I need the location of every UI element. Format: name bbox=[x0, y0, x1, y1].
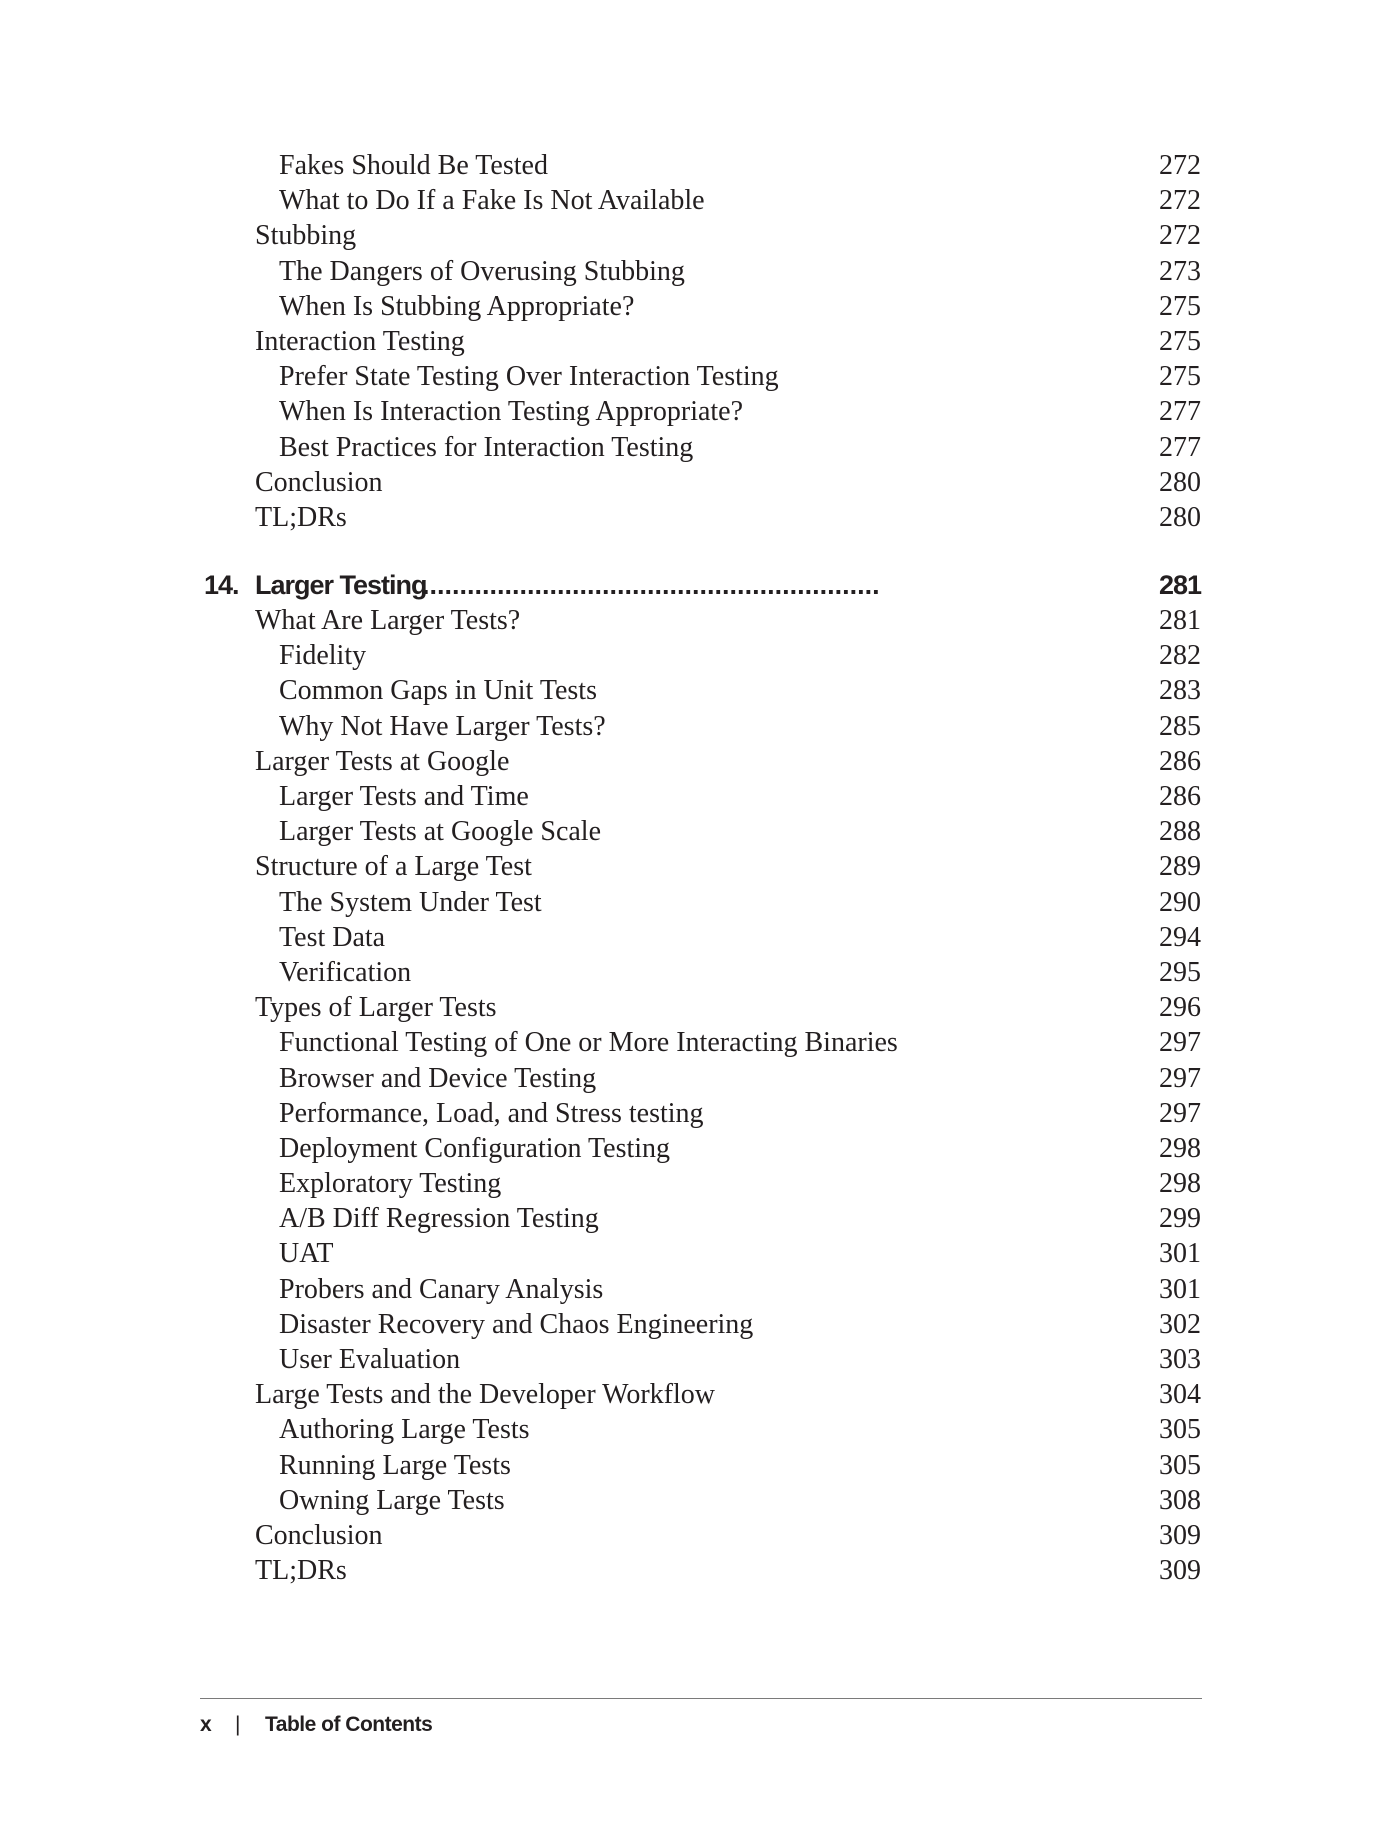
toc-entry-title: TL;DRs bbox=[255, 501, 347, 533]
toc-entry-page-number: 297 bbox=[1159, 1097, 1201, 1129]
toc-entry-page-number: 294 bbox=[1159, 921, 1201, 953]
toc-entry-title: Running Large Tests bbox=[279, 1449, 511, 1481]
toc-entry-page-number: 305 bbox=[1159, 1414, 1201, 1446]
toc-entry-title: Conclusion bbox=[255, 466, 383, 498]
running-head: Table of Contents bbox=[265, 1713, 433, 1736]
toc-subsection-entry[interactable] bbox=[200, 148, 1201, 183]
toc-section-entry[interactable] bbox=[200, 744, 1201, 779]
toc-section-entry[interactable] bbox=[200, 500, 1201, 535]
toc-entry-page-number: 303 bbox=[1159, 1344, 1201, 1375]
toc-entry-title: Deployment Configuration Testing bbox=[279, 1132, 671, 1164]
toc-entry-title: Functional Testing of One or More Interacting Binaries bbox=[279, 1027, 898, 1059]
toc-entry-page-number: 272 bbox=[1159, 185, 1201, 217]
chapter-heading[interactable] bbox=[200, 565, 1201, 605]
toc-entry-page-number: 301 bbox=[1159, 1273, 1201, 1305]
toc-section-entry[interactable] bbox=[200, 849, 1201, 884]
toc-subsection-entry[interactable] bbox=[200, 183, 1201, 218]
toc-subsection-entry[interactable] bbox=[200, 638, 1201, 673]
toc-entry-page-number: 290 bbox=[1159, 886, 1201, 918]
toc-entry-title: Larger Tests at Google bbox=[255, 745, 510, 777]
toc-subsection-entry[interactable] bbox=[200, 1131, 1201, 1166]
toc-entry-page-number: 272 bbox=[1159, 150, 1201, 181]
toc-subsection-entry[interactable] bbox=[200, 1412, 1201, 1447]
toc-entry-title: Best Practices for Interaction Testing bbox=[279, 431, 694, 463]
toc-entry-page-number: 272 bbox=[1159, 220, 1201, 252]
toc-entries-after bbox=[200, 603, 1201, 1588]
toc-entry-title: Common Gaps in Unit Tests bbox=[279, 675, 597, 707]
toc-entry-title: TL;DRs bbox=[255, 1555, 347, 1587]
toc-entry-title: Stubbing bbox=[255, 220, 357, 252]
toc-entry-title: What Are Larger Tests? bbox=[255, 605, 521, 637]
toc-section-entry[interactable] bbox=[200, 1518, 1201, 1553]
toc-entry-title: Browser and Device Testing bbox=[279, 1062, 597, 1094]
toc-subsection-entry[interactable] bbox=[200, 1025, 1201, 1060]
toc-entry-page-number: 302 bbox=[1159, 1308, 1201, 1340]
toc-entry-title: Test Data bbox=[279, 921, 386, 953]
toc-entry-title: When Is Stubbing Appropriate? bbox=[279, 290, 635, 322]
toc-section-entry[interactable] bbox=[200, 1377, 1201, 1412]
toc-entry-page-number: 273 bbox=[1159, 255, 1201, 287]
toc-subsection-entry[interactable] bbox=[200, 1272, 1201, 1307]
toc-subsection-entry[interactable] bbox=[200, 920, 1201, 955]
chapter-title: Larger Testing bbox=[255, 570, 427, 601]
toc-entry-title: The System Under Test bbox=[279, 886, 542, 918]
toc-entry-page-number: 283 bbox=[1159, 675, 1201, 707]
toc-section-entry[interactable] bbox=[200, 603, 1201, 638]
toc-entry-title: Fidelity bbox=[279, 640, 367, 672]
toc-entry-page-number: 286 bbox=[1159, 745, 1201, 777]
chapter-page-number: 281 bbox=[1158, 570, 1201, 601]
toc-entry-title: Performance, Load, and Stress testing bbox=[279, 1097, 704, 1129]
toc-entry-page-number: 297 bbox=[1159, 1027, 1201, 1059]
toc-entries-before bbox=[200, 148, 1201, 535]
toc-entry-page-number: 308 bbox=[1159, 1484, 1201, 1516]
toc-entry-title: Prefer State Testing Over Interaction Testing bbox=[279, 361, 779, 393]
toc-entry-title: Structure of a Large Test bbox=[255, 851, 532, 883]
toc-entry-page-number: 280 bbox=[1159, 466, 1201, 498]
toc-section-entry[interactable] bbox=[200, 1553, 1201, 1588]
toc-section-entry[interactable] bbox=[200, 324, 1201, 359]
toc-subsection-entry[interactable] bbox=[200, 359, 1201, 394]
toc-subsection-entry[interactable] bbox=[200, 1448, 1201, 1483]
toc-subsection-entry[interactable] bbox=[200, 673, 1201, 708]
page-folio: x bbox=[200, 1713, 212, 1736]
toc-entry-page-number: 288 bbox=[1159, 816, 1201, 848]
toc-subsection-entry[interactable] bbox=[200, 430, 1201, 465]
toc-subsection-entry[interactable] bbox=[200, 1307, 1201, 1342]
toc-entry-page-number: 289 bbox=[1159, 851, 1201, 883]
toc-entry-page-number: 301 bbox=[1159, 1238, 1201, 1270]
chapter-number: 14. bbox=[204, 570, 239, 601]
toc-entry-title: Verification bbox=[279, 956, 412, 988]
toc-subsection-entry[interactable] bbox=[200, 1061, 1201, 1096]
toc-entry-title: UAT bbox=[279, 1238, 334, 1270]
toc-subsection-entry[interactable] bbox=[200, 1201, 1201, 1236]
toc-entry-page-number: 297 bbox=[1159, 1062, 1201, 1094]
toc-entry-title: A/B Diff Regression Testing bbox=[279, 1203, 599, 1235]
chapter-dot-leader: ............................................................. bbox=[422, 570, 880, 601]
toc-subsection-entry[interactable] bbox=[200, 779, 1201, 814]
toc-subsection-entry[interactable] bbox=[200, 709, 1201, 744]
toc-entry-page-number: 275 bbox=[1159, 325, 1201, 357]
toc-entry-page-number: 295 bbox=[1159, 956, 1201, 988]
toc-entry-page-number: 309 bbox=[1159, 1555, 1201, 1587]
toc-section-entry[interactable] bbox=[200, 465, 1201, 500]
toc-entry-title: Fakes Should Be Tested bbox=[279, 150, 548, 181]
toc-entry-title: Owning Large Tests bbox=[279, 1484, 505, 1516]
toc-entry-title: Types of Larger Tests bbox=[255, 992, 497, 1024]
toc-entry-page-number: 305 bbox=[1159, 1449, 1201, 1481]
toc-entry-title: When Is Interaction Testing Appropriate? bbox=[279, 396, 744, 428]
table-of-contents bbox=[200, 148, 1201, 1588]
toc-entry-title: Probers and Canary Analysis bbox=[279, 1273, 604, 1305]
toc-entry-page-number: 299 bbox=[1159, 1203, 1201, 1235]
toc-subsection-entry[interactable] bbox=[200, 955, 1201, 990]
toc-section-entry[interactable] bbox=[200, 218, 1201, 253]
toc-section-entry[interactable] bbox=[200, 990, 1201, 1025]
toc-entry-title: User Evaluation bbox=[279, 1344, 461, 1375]
toc-entry-page-number: 296 bbox=[1159, 992, 1201, 1024]
toc-subsection-entry[interactable] bbox=[200, 289, 1201, 324]
toc-subsection-entry[interactable] bbox=[200, 394, 1201, 429]
toc-entry-page-number: 282 bbox=[1159, 640, 1201, 672]
toc-entry-page-number: 277 bbox=[1159, 396, 1201, 428]
toc-entry-page-number: 309 bbox=[1159, 1519, 1201, 1551]
toc-entry-page-number: 298 bbox=[1159, 1168, 1201, 1200]
toc-entry-title: Why Not Have Larger Tests? bbox=[279, 710, 606, 742]
toc-entry-title: Interaction Testing bbox=[255, 325, 465, 357]
toc-entry-page-number: 275 bbox=[1159, 290, 1201, 322]
footer-divider bbox=[200, 1698, 1202, 1699]
toc-entry-title: Exploratory Testing bbox=[279, 1168, 502, 1200]
toc-subsection-entry[interactable] bbox=[200, 1166, 1201, 1201]
toc-entry-page-number: 275 bbox=[1159, 361, 1201, 393]
toc-entry-title: Large Tests and the Developer Workflow bbox=[255, 1379, 715, 1411]
toc-entry-title: The Dangers of Overusing Stubbing bbox=[279, 255, 685, 287]
toc-subsection-entry[interactable] bbox=[200, 814, 1201, 849]
toc-subsection-entry[interactable] bbox=[200, 254, 1201, 289]
toc-entry-page-number: 281 bbox=[1159, 605, 1201, 637]
toc-entry-title: Larger Tests and Time bbox=[279, 781, 529, 812]
toc-entry-page-number: 298 bbox=[1159, 1132, 1201, 1164]
toc-subsection-entry[interactable] bbox=[200, 1236, 1201, 1271]
toc-entry-title: Authoring Large Tests bbox=[279, 1414, 530, 1446]
toc-entry-title: Conclusion bbox=[255, 1519, 383, 1551]
toc-subsection-entry[interactable] bbox=[200, 1483, 1201, 1518]
toc-subsection-entry[interactable] bbox=[200, 1096, 1201, 1131]
toc-subsection-entry[interactable] bbox=[200, 885, 1201, 920]
toc-subsection-entry[interactable] bbox=[200, 1342, 1201, 1377]
toc-entry-page-number: 285 bbox=[1159, 710, 1201, 742]
toc-entry-title: Larger Tests at Google Scale bbox=[279, 816, 602, 848]
toc-entry-page-number: 277 bbox=[1159, 431, 1201, 463]
toc-entry-title: Disaster Recovery and Chaos Engineering bbox=[279, 1308, 754, 1340]
toc-entry-page-number: 280 bbox=[1159, 501, 1201, 533]
toc-entry-page-number: 304 bbox=[1159, 1379, 1201, 1411]
toc-entry-page-number: 286 bbox=[1159, 781, 1201, 812]
footer-separator: | bbox=[235, 1713, 240, 1736]
toc-entry-title: What to Do If a Fake Is Not Available bbox=[279, 185, 705, 217]
